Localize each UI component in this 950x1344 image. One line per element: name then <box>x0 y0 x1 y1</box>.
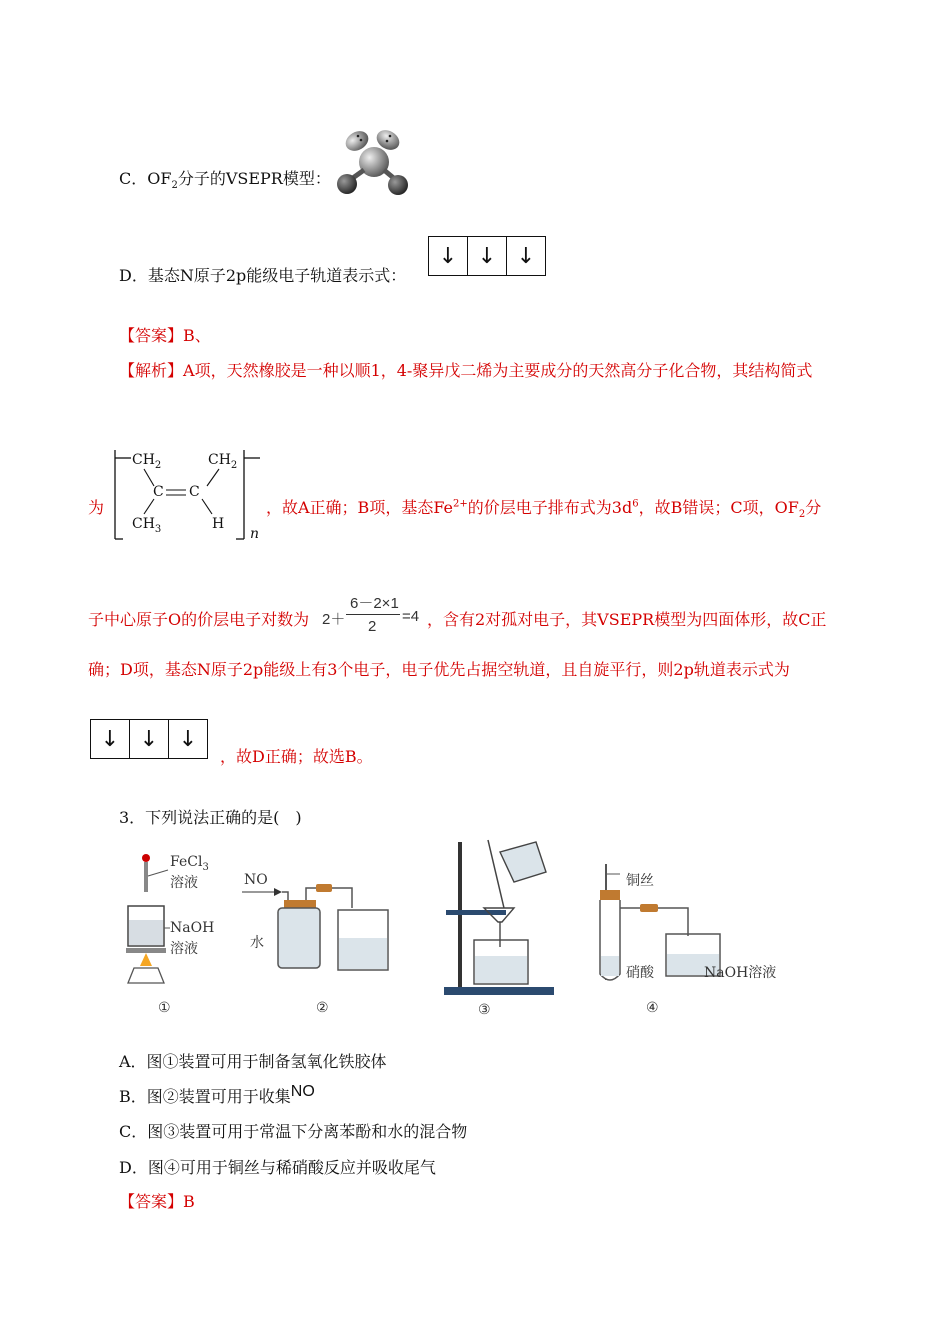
orbital-box-arrow: ↓ <box>91 720 130 758</box>
orbital-box-arrow: ↓ <box>468 237 507 275</box>
figure-3 <box>440 832 560 1018</box>
fig2-shui: 水 <box>250 935 264 951</box>
fig4-naoh: NaOH溶液 <box>704 965 777 981</box>
analysis-line-4: 确；D项，基态N原子2p能级上有3个电子，电子优先占据空轨道，且自旋平行，则2p轨道表示式为 <box>88 660 790 679</box>
fig2-no: NO <box>244 872 268 888</box>
ch2-right: $CH_2$ <box>208 452 238 471</box>
fig1-naoh: NaOH <box>170 920 215 936</box>
fig4-tongsi: 铜丝 <box>626 873 654 889</box>
answer-q3: 【答案】B <box>119 1192 195 1211</box>
of2-vsepr-model-image <box>330 124 412 198</box>
orbital-box-arrow: ↓ <box>178 726 198 752</box>
analysis-line-2: ，故A正确；B项，基态$Fe^{2+}$的价层电子排布式为$3d^6$，故B错误；C项，$OF_2$分 <box>266 498 822 521</box>
orbital-box-arrow: ↓ <box>516 243 536 269</box>
option-c-sub: 2 <box>171 180 178 192</box>
fig1-rongye-2: 溶液 <box>170 941 198 957</box>
option-d-q3: D．图④可用于铜丝与稀硝酸反应并吸收尾气 <box>119 1158 436 1177</box>
option-b: B．图②装置可用于收集NO <box>119 1083 315 1106</box>
analysis-line-1 <box>119 358 812 381</box>
figure-4 <box>594 860 794 1018</box>
orbital-diagram-d <box>428 236 546 276</box>
analysis-line-3b: ，含有2对孤对电子，其VSEPR模型为四面体形，故C正 <box>427 610 827 629</box>
figure-2 <box>242 868 402 1018</box>
question-3-stem: 3．下列说法正确的是( ) <box>119 808 302 827</box>
analysis-head: 【解析】 <box>119 361 184 380</box>
orbital-box-arrow: ↓ <box>429 237 468 275</box>
orbital-box-arrow: ↓ <box>130 720 169 758</box>
fig1-number: ① <box>158 1000 171 1016</box>
repeat-n: n <box>250 526 260 542</box>
figure-1 <box>118 848 228 1018</box>
option-c-text: 分子的VSEPR模型： <box>177 169 331 188</box>
analysis-wei: 为 <box>88 498 105 517</box>
analysis-line-3: 子中心原子O的价层电子对数为 <box>88 610 310 629</box>
ch2-left: $CH_2$ <box>132 452 162 471</box>
c-right: C <box>189 484 200 500</box>
analysis-line1-text: A项，天然橡胶是一种以顺1，4-聚异戊二烯为主要成分的天然高分子化合物，其结构简式 <box>183 361 813 380</box>
analysis-line-5: ，故D正确；故选B。 <box>220 747 373 766</box>
option-b-no: NO <box>290 1083 315 1100</box>
option-c <box>119 166 331 191</box>
option-c-q3: C．图③装置可用于常温下分离苯酚和水的混合物 <box>119 1122 468 1141</box>
option-d-text: D．基态N原子2p能级电子轨道表示式： <box>119 266 407 285</box>
fig2-number: ② <box>316 1000 329 1016</box>
option-c-label: C．OF <box>119 169 172 188</box>
answer-1: 【答案】B、 <box>119 326 211 345</box>
h-atom: H <box>212 516 225 532</box>
rubber-structure <box>104 444 264 544</box>
fig4-number: ④ <box>646 1000 659 1016</box>
option-a: A．图①装置可用于制备氢氧化铁胶体 <box>119 1052 387 1071</box>
orbital-diagram-analysis <box>90 719 208 759</box>
fig3-number: ③ <box>478 1002 491 1018</box>
fig1-rongye-1: 溶液 <box>170 875 198 891</box>
fig1-fecl3: FeCl$_3$ <box>170 854 209 873</box>
ch3: $CH_3$ <box>132 516 162 535</box>
c-left: C <box>153 484 164 500</box>
fig4-xiaosuan: 硝酸 <box>626 965 654 981</box>
